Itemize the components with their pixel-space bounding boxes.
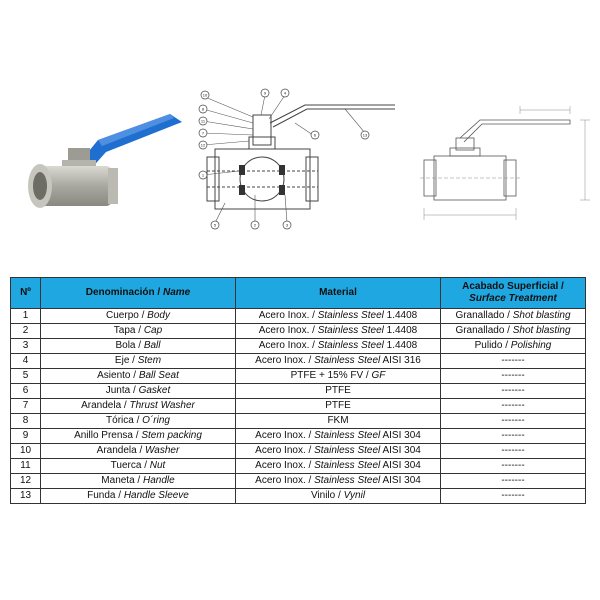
- cell-material: [236, 369, 441, 384]
- callout-label: 5: [213, 222, 217, 228]
- material-code: 1.4408: [386, 340, 418, 351]
- cell-name: [41, 324, 236, 339]
- material-plain: FKM: [327, 415, 349, 426]
- cell-finish: [441, 324, 586, 339]
- material-code: AISI 316: [382, 355, 421, 366]
- table-header: [11, 278, 586, 309]
- table-row: [11, 354, 586, 369]
- cell-finish: [441, 474, 586, 489]
- cell-finish: [441, 429, 586, 444]
- separator: /: [129, 355, 138, 366]
- material-plain-italic: GF: [371, 370, 386, 381]
- name-es: Tórica: [106, 415, 134, 426]
- separator: /: [504, 325, 513, 336]
- table-row: [11, 369, 586, 384]
- cell-finish: [441, 369, 586, 384]
- separator: /: [135, 325, 144, 336]
- cell-material: [236, 459, 441, 474]
- cell-finish: [441, 414, 586, 429]
- valve-cross-section-diagram-icon: [195, 85, 395, 235]
- material-en: Stainless Steel: [314, 430, 381, 441]
- name-en: Stem packing: [141, 430, 202, 441]
- separator: /: [309, 325, 318, 336]
- name-en: O´ring: [142, 415, 170, 426]
- material-en: Stainless Steel: [314, 355, 381, 366]
- cell-finish: [441, 489, 586, 504]
- table-row: [11, 309, 586, 324]
- material-es: Acero Inox.: [255, 355, 306, 366]
- callout-label: 12: [200, 142, 206, 148]
- callout-label: 1: [201, 172, 205, 178]
- valve-dimension-drawing-icon: [420, 90, 595, 230]
- name-es: Tapa: [113, 325, 136, 336]
- material-es: Acero Inox.: [258, 340, 310, 351]
- name-en: Stem: [137, 355, 162, 366]
- separator: /: [305, 355, 315, 366]
- separator: /: [130, 385, 139, 396]
- separator: /: [305, 445, 315, 456]
- cell-material: [236, 384, 441, 399]
- material-code: AISI 304: [382, 445, 421, 456]
- cell-material: [236, 339, 441, 354]
- finish-es: Granallado: [455, 310, 505, 321]
- table-row: [11, 414, 586, 429]
- cell-finish: [441, 459, 586, 474]
- separator: /: [130, 370, 139, 381]
- name-en: Cap: [143, 325, 163, 336]
- separator: /: [138, 310, 148, 321]
- cell-no: 8: [11, 414, 41, 429]
- separator: /: [305, 460, 315, 471]
- table-row: [11, 489, 586, 504]
- name-es: Junta: [105, 385, 131, 396]
- cell-no: 7: [11, 399, 41, 414]
- parts-table: [10, 277, 586, 504]
- cell-name: [41, 384, 236, 399]
- cell-finish: [441, 309, 586, 324]
- finish-dash: -------: [501, 460, 525, 471]
- table-row: [11, 339, 586, 354]
- col-header-name: [41, 278, 236, 309]
- table-row: [11, 459, 586, 474]
- cell-no: 10: [11, 444, 41, 459]
- separator: /: [154, 287, 163, 298]
- col-header-finish: [441, 278, 586, 309]
- material-plain: PTFE: [325, 400, 351, 411]
- material-code: AISI 304: [382, 460, 421, 471]
- cell-name: [41, 444, 236, 459]
- separator: /: [133, 415, 143, 426]
- callout-label: 7: [201, 130, 205, 136]
- callout-label: 8: [201, 106, 205, 112]
- cell-no: 5: [11, 369, 41, 384]
- cell-no: 11: [11, 459, 41, 474]
- name-es: Eje: [114, 355, 130, 366]
- separator: /: [134, 475, 143, 486]
- name-en: Washer: [145, 445, 180, 456]
- name-en: Handle: [143, 475, 175, 486]
- col-header-finish-es: Acabado Superficial /: [462, 281, 564, 292]
- callout-label: 4: [283, 90, 287, 96]
- material-en: Stainless Steel: [314, 475, 381, 486]
- material-es: Acero Inox.: [258, 325, 310, 336]
- finish-dash: -------: [501, 355, 525, 366]
- cell-no: 2: [11, 324, 41, 339]
- finish-dash: -------: [501, 400, 525, 411]
- name-en: Ball Seat: [138, 370, 179, 381]
- cell-name: [41, 354, 236, 369]
- separator: /: [136, 445, 146, 456]
- finish-dash: -------: [501, 385, 525, 396]
- separator: /: [115, 490, 124, 501]
- cell-material: [236, 324, 441, 339]
- material-es: Acero Inox.: [255, 460, 306, 471]
- material-es: Acero Inox.: [255, 445, 306, 456]
- table-row: [11, 324, 586, 339]
- separator: /: [309, 310, 318, 321]
- cell-finish: [441, 399, 586, 414]
- cell-name: [41, 339, 236, 354]
- cell-no: 1: [11, 309, 41, 324]
- name-es: Bola: [115, 340, 136, 351]
- table-row: [11, 444, 586, 459]
- name-es: Maneta: [101, 475, 135, 486]
- separator: /: [305, 430, 315, 441]
- finish-es: Granallado: [455, 325, 505, 336]
- material-plain: PTFE: [325, 385, 351, 396]
- material-code: 1.4408: [386, 310, 418, 321]
- cell-finish: [441, 354, 586, 369]
- material-en: Stainless Steel: [317, 310, 384, 321]
- cell-material: [236, 489, 441, 504]
- cell-name: [41, 399, 236, 414]
- name-en: Ball: [143, 340, 161, 351]
- col-header-material: Material: [236, 278, 441, 309]
- cell-no: 9: [11, 429, 41, 444]
- separator: /: [121, 400, 130, 411]
- cell-name: [41, 369, 236, 384]
- col-header-name-en: Name: [163, 287, 191, 298]
- name-en: Handle Sleeve: [123, 490, 189, 501]
- cell-material: [236, 474, 441, 489]
- cell-name: [41, 489, 236, 504]
- material-es: Acero Inox.: [255, 475, 306, 486]
- cell-name: [41, 414, 236, 429]
- figure-strip: [0, 80, 600, 240]
- name-es: Arandela: [96, 445, 137, 456]
- cell-finish: [441, 339, 586, 354]
- cell-material: [236, 414, 441, 429]
- table-row: [11, 399, 586, 414]
- cell-name: [41, 309, 236, 324]
- material-es: Acero Inox.: [255, 430, 306, 441]
- callout-label: 13: [362, 132, 368, 138]
- material-code: AISI 304: [382, 475, 421, 486]
- cell-material: [236, 354, 441, 369]
- separator: /: [135, 340, 144, 351]
- name-en: Thrust Washer: [129, 400, 195, 411]
- material-code: 1.4408: [386, 325, 418, 336]
- table-row: [11, 384, 586, 399]
- callout-label: 3: [285, 222, 289, 228]
- material-en: Stainless Steel: [317, 340, 384, 351]
- cell-name: [41, 429, 236, 444]
- name-es: Asiento: [97, 370, 131, 381]
- name-es: Funda: [87, 490, 116, 501]
- cell-name: [41, 474, 236, 489]
- cell-finish: [441, 384, 586, 399]
- callout-label: 6: [313, 132, 317, 138]
- cell-material: [236, 444, 441, 459]
- name-es: Arandela: [81, 400, 122, 411]
- col-header-no: Nº: [11, 278, 41, 309]
- table-row: [11, 429, 586, 444]
- cell-no: 3: [11, 339, 41, 354]
- cell-no: 12: [11, 474, 41, 489]
- name-es: Cuerpo: [106, 310, 139, 321]
- separator: /: [305, 475, 315, 486]
- cell-material: [236, 309, 441, 324]
- finish-en: Polishing: [510, 340, 552, 351]
- separator: /: [502, 340, 511, 351]
- name-en: Body: [147, 310, 170, 321]
- separator: /: [141, 460, 150, 471]
- finish-dash: -------: [501, 370, 525, 381]
- separator: /: [132, 430, 142, 441]
- material-en: Stainless Steel: [317, 325, 384, 336]
- finish-dash: -------: [501, 430, 525, 441]
- separator: /: [504, 310, 513, 321]
- finish-dash: -------: [501, 445, 525, 456]
- finish-dash: -------: [501, 415, 525, 426]
- cell-material: [236, 429, 441, 444]
- separator: /: [309, 340, 318, 351]
- table-row: [11, 474, 586, 489]
- cell-no: 13: [11, 489, 41, 504]
- callout-label: 9: [263, 90, 267, 96]
- col-header-finish-en: Surface Treatment: [469, 293, 557, 304]
- finish-en: Shot blasting: [512, 325, 571, 336]
- name-en: Gasket: [138, 385, 171, 396]
- cell-no: 6: [11, 384, 41, 399]
- material-es: Acero Inox.: [258, 310, 310, 321]
- finish-dash: -------: [501, 490, 525, 501]
- cell-material: [236, 399, 441, 414]
- callout-label: 2: [253, 222, 257, 228]
- finish-es: Pulido: [474, 340, 503, 351]
- material-plain: PTFE + 15% FV /: [290, 370, 372, 381]
- finish-dash: -------: [501, 475, 525, 486]
- material-en: Stainless Steel: [314, 460, 381, 471]
- material-en: Stainless Steel: [314, 445, 381, 456]
- name-es: Tuerca: [110, 460, 142, 471]
- material-plain-italic: Vynil: [343, 490, 366, 501]
- cell-no: 4: [11, 354, 41, 369]
- finish-en: Shot blasting: [512, 310, 571, 321]
- ball-valve-photo-icon: [10, 100, 185, 220]
- cell-finish: [441, 444, 586, 459]
- callout-label: 11: [200, 118, 206, 124]
- name-en: Nut: [149, 460, 166, 471]
- name-es: Anillo Prensa: [74, 430, 133, 441]
- material-code: AISI 304: [382, 430, 421, 441]
- table-body: [11, 309, 586, 504]
- callout-label: 10: [202, 92, 208, 98]
- material-plain: Vinilo /: [310, 490, 344, 501]
- cell-name: [41, 459, 236, 474]
- col-header-name-es: Denominación: [85, 287, 155, 298]
